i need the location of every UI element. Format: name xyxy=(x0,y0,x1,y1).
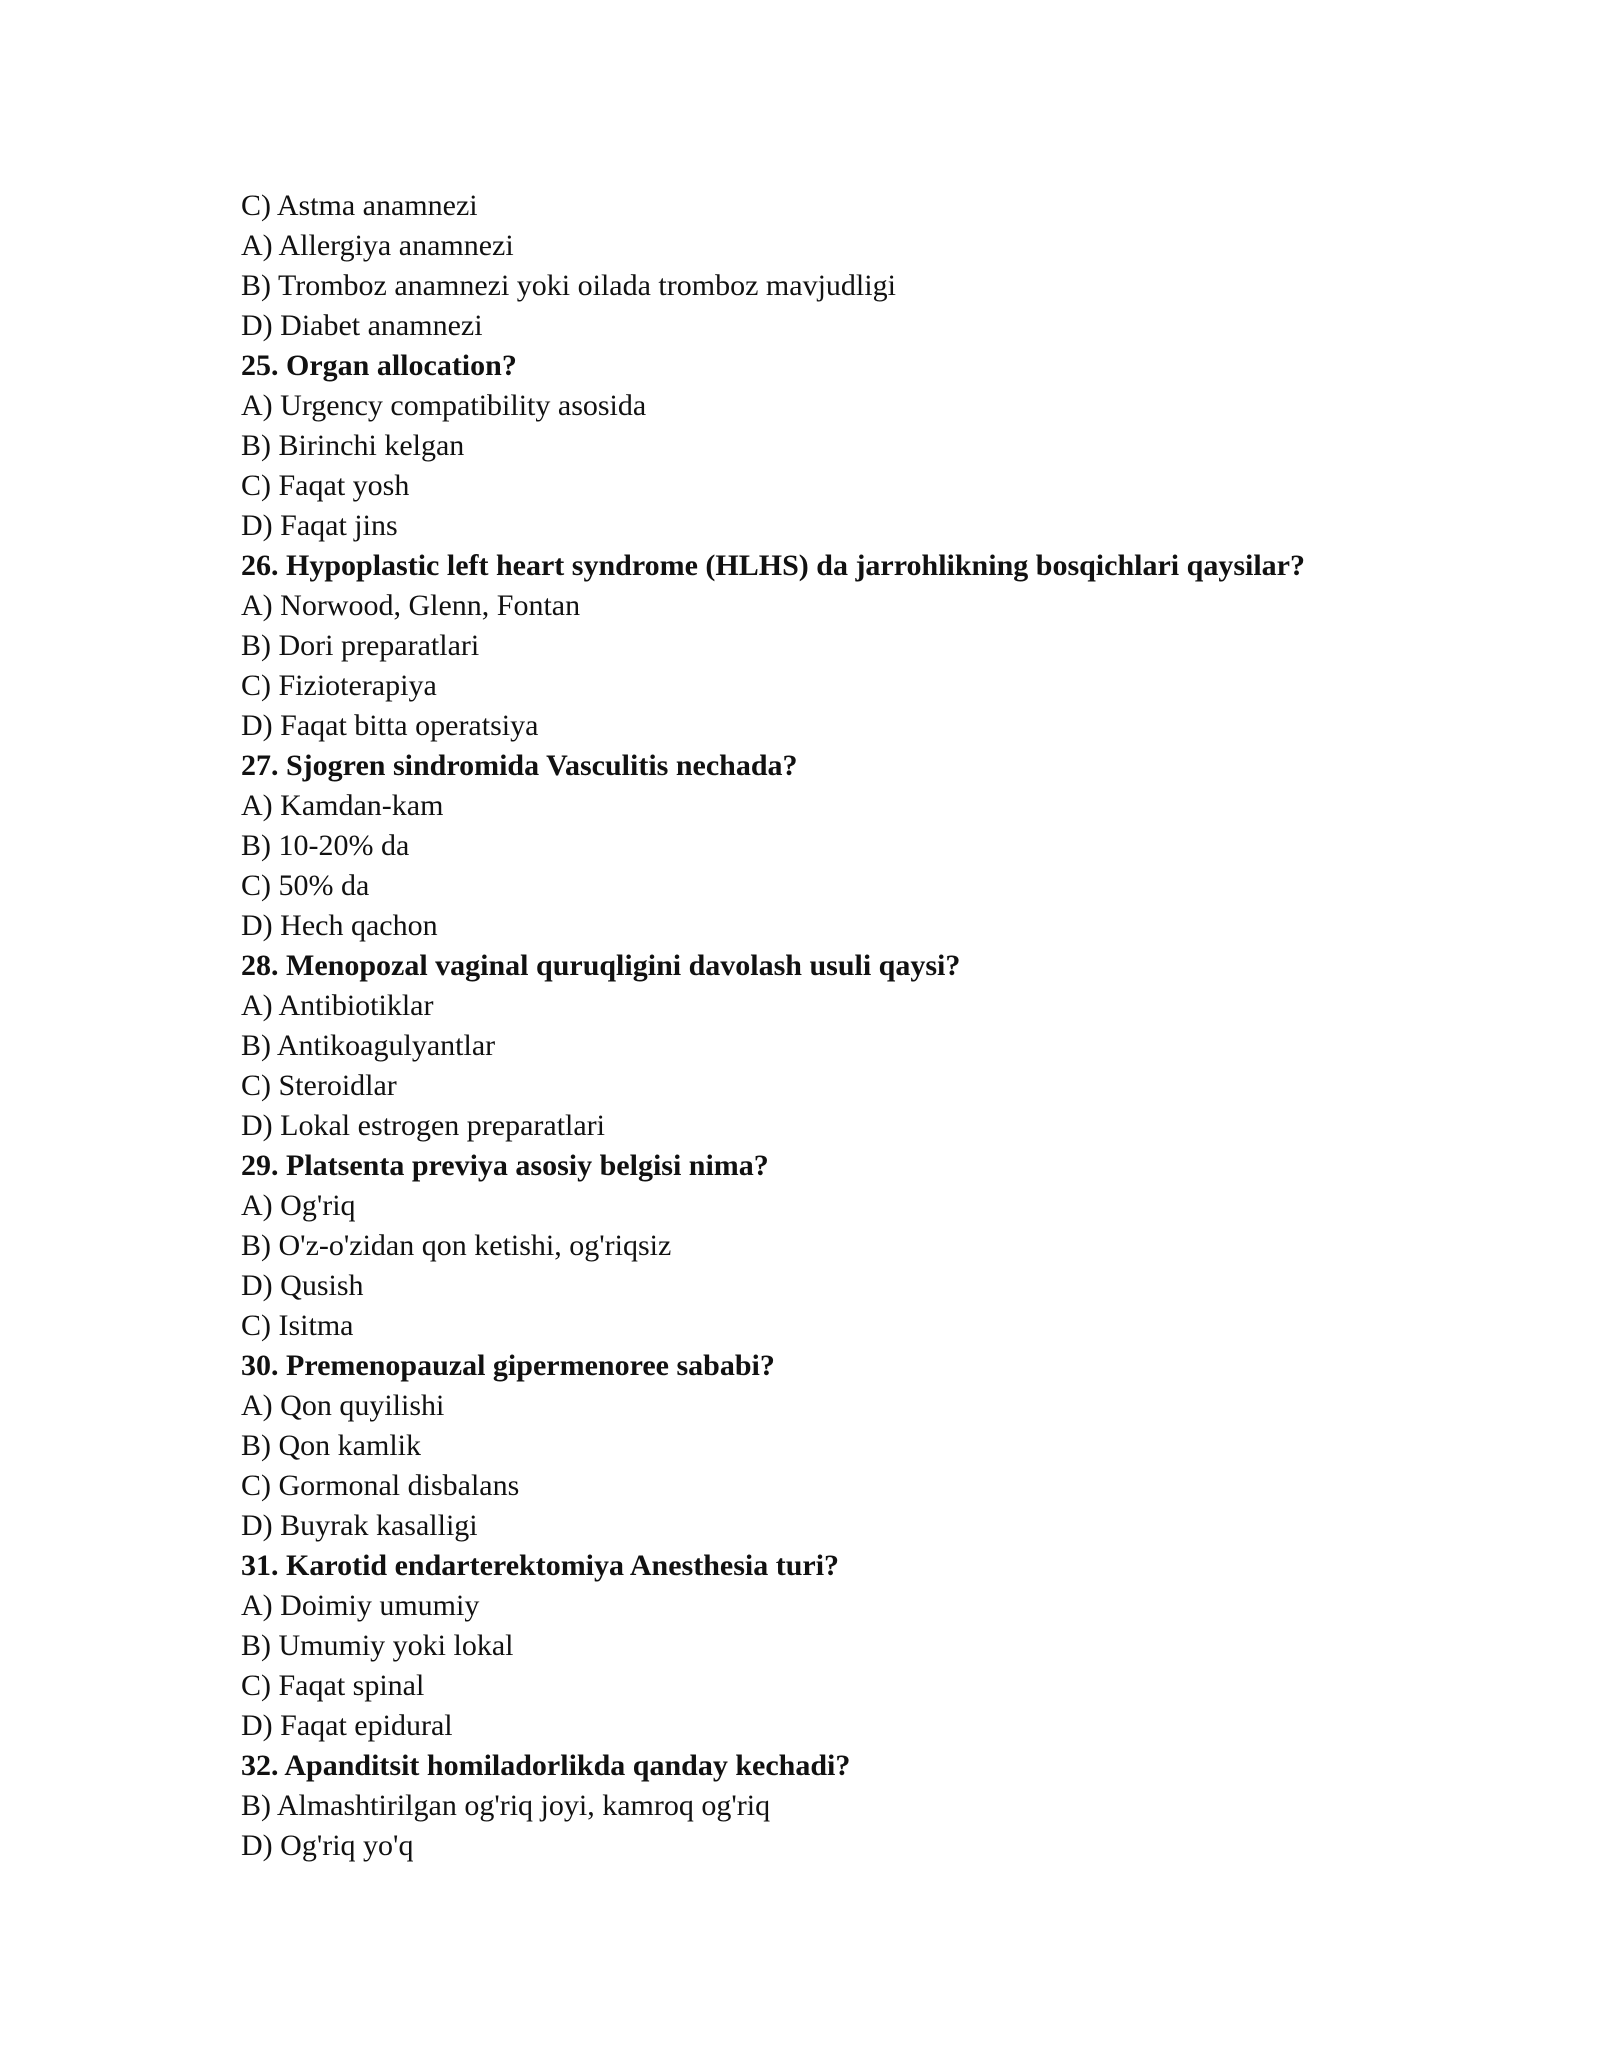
answer-option: D) Hech qachon xyxy=(241,909,438,942)
answer-option: C) Astma anamnezi xyxy=(241,189,478,222)
answer-option: C) Fizioterapiya xyxy=(241,669,437,702)
question-heading: 26. Hypoplastic left heart syndrome (HLHS) da jarrohlikning bosqichlari qaysilar? xyxy=(241,549,1305,582)
answer-option: B) Dori preparatlari xyxy=(241,629,480,662)
answer-option: A) Norwood, Glenn, Fontan xyxy=(241,589,581,622)
answer-option: B) 10-20% da xyxy=(241,829,410,862)
answer-option: A) Urgency compatibility asosida xyxy=(241,389,647,422)
answer-option: B) Umumiy yoki lokal xyxy=(241,1629,514,1662)
answer-option: B) Almashtirilgan og'riq joyi, kamroq og'riq xyxy=(241,1789,771,1822)
question-heading: 32. Apanditsit homiladorlikda qanday kechadi? xyxy=(241,1749,851,1782)
answer-option: B) Birinchi kelgan xyxy=(241,429,465,462)
answer-option: C) Faqat yosh xyxy=(241,469,410,502)
question-heading: 31. Karotid endarterektomiya Anesthesia turi? xyxy=(241,1549,840,1582)
answer-option: D) Qusish xyxy=(241,1269,364,1302)
question-heading: 27. Sjogren sindromida Vasculitis nechada? xyxy=(241,749,798,782)
question-heading: 29. Platsenta previya asosiy belgisi nima? xyxy=(241,1149,769,1182)
answer-option: C) Steroidlar xyxy=(241,1069,397,1102)
answer-option: D) Faqat jins xyxy=(241,509,398,542)
answer-option: D) Faqat epidural xyxy=(241,1709,453,1742)
question-heading: 25. Organ allocation? xyxy=(241,349,517,382)
answer-option: A) Antibiotiklar xyxy=(241,989,434,1022)
question-heading: 28. Menopozal vaginal quruqligini davolash usuli qaysi? xyxy=(241,949,961,982)
answer-option: C) Isitma xyxy=(241,1309,354,1342)
answer-option: A) Og'riq xyxy=(241,1189,356,1222)
answer-option: C) Faqat spinal xyxy=(241,1669,425,1702)
answer-option: D) Lokal estrogen preparatlari xyxy=(241,1109,605,1142)
answer-option: A) Kamdan-kam xyxy=(241,789,444,822)
quiz-content xyxy=(241,186,1441,1866)
answer-option: C) Gormonal disbalans xyxy=(241,1469,520,1502)
answer-option: A) Allergiya anamnezi xyxy=(241,229,514,262)
answer-option: B) Qon kamlik xyxy=(241,1429,421,1462)
answer-option: B) O'z-o'zidan qon ketishi, og'riqsiz xyxy=(241,1229,672,1262)
question-heading: 30. Premenopauzal gipermenoree sababi? xyxy=(241,1349,775,1382)
answer-option: A) Doimiy umumiy xyxy=(241,1589,480,1622)
answer-option: D) Buyrak kasalligi xyxy=(241,1509,478,1542)
answer-option: D) Faqat bitta operatsiya xyxy=(241,709,539,742)
answer-option: D) Diabet anamnezi xyxy=(241,309,483,342)
answer-option: A) Qon quyilishi xyxy=(241,1389,445,1422)
answer-option: B) Antikoagulyantlar xyxy=(241,1029,496,1062)
answer-option: D) Og'riq yo'q xyxy=(241,1829,414,1862)
answer-option: C) 50% da xyxy=(241,869,370,902)
answer-option: B) Tromboz anamnezi yoki oilada tromboz mavjudligi xyxy=(241,269,896,302)
